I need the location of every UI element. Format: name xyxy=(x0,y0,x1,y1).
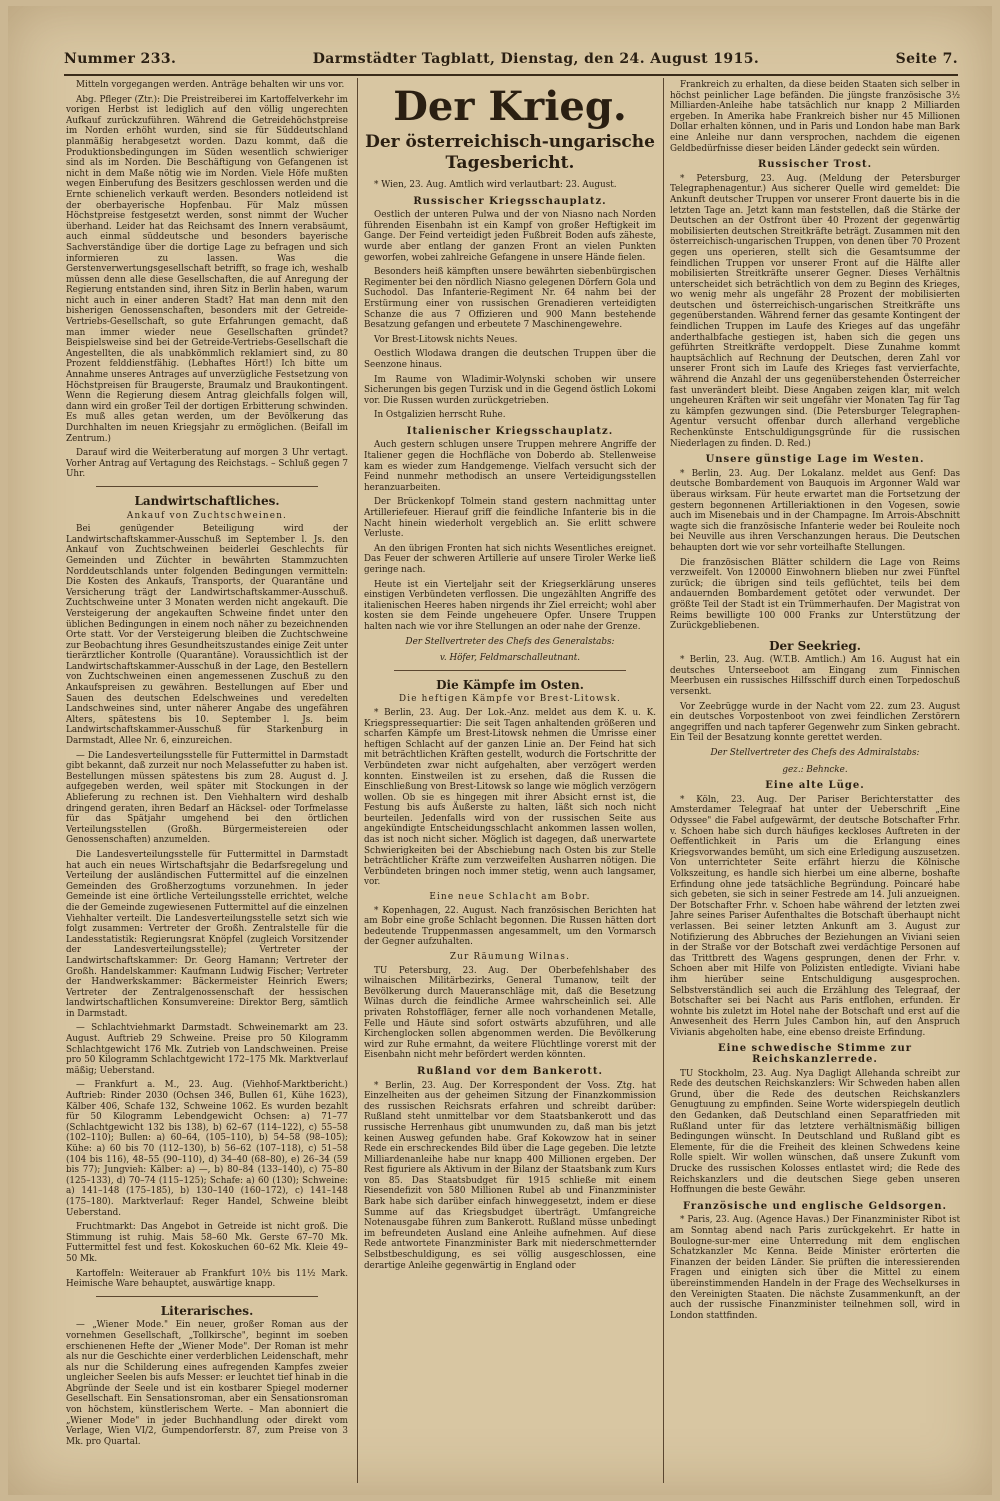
subheading: Ankauf von Zuchtschweinen. xyxy=(126,510,288,521)
column-left xyxy=(66,80,348,1485)
divider xyxy=(96,1296,318,1297)
paragraph: * Petersburg, 23. Aug. (Meldung der Petersburger Telegraphenagentur.) Aus sicherer Quelle wird gemeldet: Die Ankunft deutscher Truppen vor unserer Front dauerte bis in die letzten Tage an. Jetzt kann man feststellen, daß die Stärke der Deutschen an der Ostfront über 40 Prozent der gegenwärtig mobilisierten deutschen Streitkräfte beträgt. Zusammen mit den österreichisch-ungarischen Truppen, von denen über 70 Prozent gegen uns operieren, stellt sich die Gesamtsumme der feindlichen Truppen vor unserer Front auf die Hälfte aller mobilisierten Streitkräfte unserer Gegner. Dieses Verhältnis unterscheidet sich beträchtlich von dem zu Beginn des Krieges, wo wenig mehr als ungefähr 28 Prozent der mobilisierten deutschen und österreichisch-ungarischen Streitkräfte uns gegenüberstanden. Während ferner das gesamte Kontingent der feindlichen Truppen im Laufe des Krieges auf das ungefähr anderthalbfache gestiegen ist, haben sich die gegen uns geführten Streitkräfte verdoppelt. Diese Zunahme kommt hauptsächlich auf Rechnung der Deutschen, deren Zahl vor unserer Front sich im Laufe des Krieges fast vervierfachte, während die Anzahl der uns gegenüberstehenden Österreicher fast unverändert bleibt. Diese Angaben zeigen klar, mit welch ungeheuren Kräften wir seit ungefähr vier Monaten Tag für Tag zu kämpfen gezwungen sind. (Die Petersburger Telegraphen-Agentur versucht offenbar durch allerhand vergebliche Rechenkünste Entschuldigungsgründe für die russischen Niederlagen zu finden. D. Red.) xyxy=(670,173,960,449)
paragraph: — „Wiener Mode." Ein neuer, großer Roman aus der vornehmen Gesellschaft, „Tollkirsche", beginnt im soeben erschienenen Hefte der „Wiener Mode". Der Roman ist mehr als nur die Geschichte einer verderblichen Leidenschaft, mehr als nur die Schilderung eines aufregenden Kampfes zweier ungleicher Seelen bis aufs Messer: er leuchtet tief hinab in die Abgründe der Seele und ist ein kostbarer Spiegel moderner Gesellschaft. Ein Sensationsroman, aber ein Sensationsroman von höchstem, künstlerischem Werte. – Man abonniert die „Wiener Mode" in jeder Buchhandlung oder direkt vom Verlage, Wien VI/2, Gumpendorferstr. 87, zum Preise von 3 Mk. pro Quartal. xyxy=(66,1320,348,1447)
paragraph: An den übrigen Fronten hat sich nichts Wesentliches ereignet. Das Feuer der schweren Artillerie auf unsere Tiroler Werke ließ geringe nach. xyxy=(364,543,656,575)
paragraph: Kartoffeln: Weiterauer ab Frankfurt 10½ bis 11½ Mark. Heimische Ware behauptet, auswärtige knapp. xyxy=(66,1268,348,1290)
column-right xyxy=(670,80,960,1485)
section-heading: Der Seekrieg. xyxy=(769,638,861,653)
newspaper-page xyxy=(8,6,992,1495)
paragraph: In Ostgalizien herrscht Ruhe. xyxy=(374,410,506,421)
paragraph: Im Raume von Wladimir-Wolynski schoben wir unsere Sicherungen bis gegen Turzisk und in die Gegend östlich Lokomi vor. Die Russen wurden zurückgetrieben. xyxy=(364,374,656,406)
paragraph: Vor Zeebrügge wurde in der Nacht vom 22. zum 23. August ein deutsches Vorpostenboot von zwei feindlichen Zerstörern angegriffen und nach tapferer Gegenwehr zum Sinken gebracht. Ein Teil der Besatzung konnte gerettet werden. xyxy=(670,701,960,744)
subheading: Die heftigen Kämpfe vor Brest-Litowsk. xyxy=(398,694,622,705)
headline: Der Krieg. xyxy=(393,83,627,130)
paragraph: Oestlich der unteren Pulwa und der von Niasno nach Norden führenden Eisenbahn ist ein Kampf von großer Heftigkeit im Gange. Der Feind verteidigt jeden Fußbreit Boden aufs zäheste, wurde aber entlang der ganzen Front an vielen Punkten geworfen, wobei zahlreiche Gefangene in unsere Hände fielen. xyxy=(364,210,656,263)
column-divider xyxy=(357,78,358,1483)
signature: Der Stellvertreter des Chefs des Admiralstabs: xyxy=(710,748,920,759)
paragraph: Abg. Pfleger (Ztr.): Die Preistreiberei im Kartoffelverkehr im vorigen Herbst ist lediglich auf den völlig ungerechten Aufkauf zurückzuführen. Während die Getreidehöchstpreise im Norden erhöht wurden, sind sie für Süddeutschland planmäßig herabgesetzt worden. Dazu kommt, daß die Produktionsbedingungen im Süden wesentlich schwieriger sind als im Norden. Die Beschäftigung von Gefangenen ist nicht in dem Maße nötig wie im Norden. Viele Höfe mußten wegen Einberufung des Besitzers geschlossen werden und die Ernte schienelich verkauft werden. Besonders notleidend ist der oberbayerische Hopfenbau. Für Malz müssen Höchstpreise festgesetzt werden, sonst nimmt der Wucher überhand. Leider hat das Reichsamt des Innern verabsäumt, auch einmal süddeutsche und besonders bayerische Sachverständige über die dortige Lage zu befragen und sich informieren zu lassen. Was die Gerstenverwertungsgesellschaft betrifft, so frage ich, weshalb müssen denn alle diese Gesellschaften, die auf Anregung der Regierung entstanden sind, ihren Sitz in Berlin haben, warum nicht auch in einer anderen Stadt? Hat man denn mit den bisherigen Genossenschaften, besonders mit der Getreide-Vertriebs-Gesellschaft, so gute Erfahrungen gemacht, daß man immer wieder neue Gesellschaften gründet? Beispielsweise sind bei der Getreide-Vertriebs-Gesellschaft die Angestellten, die als unabkömmlich reklamiert sind, zu 80 Prozent felddienstfähig. (Lebhaftes Hört!) Ich bitte um Annahme unseres Antrages auf unverzügliche Festsetzung von Höchstpreisen für Braugerste, Braumalz und Braukontingent. Wenn die Regierung diesem Antrag gleichfalls folgen will, dann wird ein großer Teil der dortigen Erbitterung schwinden. Es muß alles getan werden, um der Bevölkerung das Durchhalten im neuen Kriegsjahr zu ermöglichen. (Beifall im Zentrum.) xyxy=(66,94,348,444)
paragraph: Fruchtmarkt: Das Angebot in Getreide ist nicht groß. Die Stimmung ist ruhig. Mais 58–60 Mk. Gerste 67–70 Mk. Futtermittel fest und fest. Kokoskuchen 60–62 Mk. Kleie 49–50 Mk. xyxy=(66,1222,348,1264)
paragraph: Auch gestern schlugen unsere Truppen mehrere Angriffe der Italiener gegen die Hochfläche von Doberdo ab. Stellenweise kam es wieder zum Handgemenge. Vielfach versucht sich der Feind nunmehr methodisch an unsere Verteidigungsstellen heranzuarbeiten. xyxy=(364,440,656,493)
paragraph: Frankreich zu erhalten, da diese beiden Staaten sich selber in höchst peinlicher Lage befänden. Die jüngste französische 3½ Milliarden-Anleihe habe tatsächlich nur knapp 2 Milliarden ergeben. In Amerika habe Frankreich bisher nur 45 Millionen Dollar erhalten können, und in Paris und London habe man Bark eine Anleihe nur dann versprochen, nachdem die eigenen Geldbedürfnisse dieser beiden Länder gedeckt sein würden. xyxy=(670,80,960,154)
issue-number: Nummer 233. xyxy=(64,51,177,67)
paragraph: * Wien, 23. Aug. Amtlich wird verlautbart: 23. August. xyxy=(374,180,617,190)
paragraph: * Berlin, 23. Aug. Der Korrespondent der Voss. Ztg. hat Einzelheiten aus der geheimen Sitzung der Finanzkommission des russischen Reichsrats erfahren und schreibt darüber: Rußland steht unmittelbar vor dem Staatsbankerott und das russische Herrenhaus gibt unumwunden zu, daß man bis jetzt keinen Ausweg gefunden habe. Graf Kokowzow hat in seiner Rede ein erschreckendes Bild über die Lage gegeben. Die letzte Milliardenanleihe habe nur knapp 400 Millionen ergeben. Der Rest figuriere als Aktivum in der Bilanz der Staatsbank zum Kurs von 85. Das Staatsbudget für 1915 schließe mit einem Riesendefizit von 580 Millionen Rubel ab und Finanzminister Bark habe sich darüber einfach hinweggesetzt, indem er diese Summe auf das Kriegsbudget überträgt. Umfangreiche Notenausgabe führen zum Bankerott. Rußland müsse unbedingt im befreundeten Ausland eine Anleihe aufnehmen. Auf diese Rede antwortete Finanzminister Bark mit niederschmetternder Selbstbeschuldigung, es sei völlig ausgeschlossen, eine derartige Anleihe gegenwärtig in England oder xyxy=(364,1080,656,1271)
paragraph: — Frankfurt a. M., 23. Aug. (Viehhof-Marktbericht.) Auftrieb: Rinder 2030 (Ochsen 346, Bullen 61, Kühe 1623), Kälber 406, Schafe 132, Schweine 1062. Es wurden bezahlt für 50 Kilogramm Lebendgewicht Ochsen: a) 71–77 (Schlachtgewicht 132 bis 138), b) 62–67 (114–122), c) 55–58 (102–110); Bullen: a) 60–64, (105–110), b) 54–58 (98–105); Kühe: a) 60 bis 70 (112–130), b) 56–62 (107–118), c) 51–58 (104 bis 116), 48–55 (90–110), d) 34–40 (68–80), e) 26–34 (59 bis 77); Jungvieh: Kälber: a) —, b) 80–84 (133–140), c) 75–80 (125–133), d) 70–74 (115–125); Schafe: a) 60 (130); Schweine: a) 141–148 (175–185), b) 130–140 (160–172), c) 141–148 (175–180). Marktverlauf: Reger Handel, Schweine bleibt Ueberstand. xyxy=(66,1080,348,1218)
section-heading: Rußland vor dem Bankerott. xyxy=(417,1065,603,1077)
section-heading: Die Kämpfe im Osten. xyxy=(436,677,584,692)
masthead-rule xyxy=(64,74,958,76)
newspaper-title: Darmstädter Tagblatt, Dienstag, den 24. August 1915. xyxy=(312,51,760,67)
page-number: Seite 7. xyxy=(895,51,958,67)
signature: Der Stellvertreter des Chefs des Generalstabs: xyxy=(405,636,615,647)
paragraph: — Schlachtviehmarkt Darmstadt. Schweinemarkt am 23. August. Auftrieb 29 Schweine. Preise pro 50 Kilogramm Schlachtgewicht 176 Mk. Zutrieb von Landschweinen. Preise pro 50 Kilogramm Schlachtgewicht 172–175 Mk. Marktverlauf mäßig; Ueberstand. xyxy=(66,1023,348,1076)
section-heading: Eine alte Lüge. xyxy=(765,780,865,792)
paragraph: * Kopenhagen, 22. August. Nach französischen Berichten hat am Bobr eine große Schlacht begonnen. Die Russen hätten dort bedeutende Truppenmassen angesammelt, um den Vormarsch der Gegner aufzuhalten. xyxy=(364,905,656,948)
paragraph: Der Brückenkopf Tolmein stand gestern nachmittag unter Artilleriefeuer. Hierauf griff die feindliche Infanterie bis in die Nacht hinein wiederholt vergeblich an. Sie erlitt schwere Verluste. xyxy=(364,497,656,540)
section-heading: Russischer Trost. xyxy=(757,159,873,171)
sub-headline: Der österreichisch-ungarische Tagesbericht. xyxy=(365,132,655,173)
section-heading: Französische und englische Geldsorgen. xyxy=(683,1200,947,1212)
paragraph: Die französischen Blätter schildern die Lage von Reims verzweifelt. Von 120000 Einwohnern blieben nur zwei Fünftel zurück; die übrigen sind teils geflüchtet, teils bei dem andauernden Bombardement getötet oder verwundet. Der größte Teil der Stadt ist ein Trümmerhaufen. Der Magistrat von Reims bewilligte 100 000 Franks zur Unterstützung der Zurückgebliebenen. xyxy=(670,557,960,632)
paragraph: Oestlich Wlodawa drangen die deutschen Truppen über die Seenzone hinaus. xyxy=(364,349,656,370)
paragraph: * Berlin, 23. Aug. Der Lok.-Anz. meldet aus dem K. u. K. Kriegspressequartier: Die seit Tagen anhaltenden größeren und scharfen Kämpfe um Brest-Litowsk nehmen die Umrisse einer heftigen Schlacht auf der ganzen Linie an. Der Feind hat sich mit beträchtlichen Kräften gestellt, wodurch die Fortschritte der Verbündeten zwar nicht aufgehalten, aber verzögert werden konnten. Einstweilen ist zu ersehen, daß die Russen die Einschließung von Brest-Litowsk so lange wie möglich verzögern wollen. Ob sie es hingegen mit ihrer Absicht ernst ist, die Festung bis aufs Äußerste zu halten, läßt sich noch nicht beurteilen. Jedenfalls wird von der russischen Seite aus angekündigte Entscheidungsschlacht ankommen lassen wollen, das ist noch nicht sicher. Möglich ist dagegen, daß unerwartete Schwierigkeiten bei der Abschiebung nach Osten bis zur Stelle beträchtlicher Kräfte zum verzweifelten Ausharren nötigen. Die Verbündeten bringen noch immer stetig, wenn auch langsamer, vor. xyxy=(364,707,656,888)
signature: v. Höfer, Feldmarschalleutnant. xyxy=(439,653,581,664)
paragraph: — Die Landesverteilungsstelle für Futtermittel in Darmstadt gibt bekannt, daß zurzeit nur noch Melassefutter zu haben ist. Bestellungen müssen spätestens bis zum 28. August d. J. aufgegeben werden, weil später mit Stockungen in der Ablieferung zu rechnen ist. Den Viehhaltern wird deshalb dringend geraten, ihren Bedarf an Häcksel- oder Torfmelasse für das Spätjahr umgehend bei den örtlichen Verteilungsstellen (Großh. Bürgermeistereien oder Genossenschaften) anzumelden. xyxy=(66,750,348,846)
divider xyxy=(96,486,318,487)
paragraph: Darauf wird die Weiterberatung auf morgen 3 Uhr vertagt. Vorher Antrag auf Vertagung des Reichstags. – Schluß gegen 7 Uhr. xyxy=(66,448,348,480)
divider xyxy=(394,670,626,671)
subheading: Eine neue Schlacht am Bobr. xyxy=(429,892,591,903)
section-heading: Literarisches. xyxy=(160,1303,254,1318)
paragraph: Heute ist ein Vierteljahr seit der Kriegserklärung unseres einstigen Verbündeten verflossen. Die ungezählten Angriffe des italienischen Heeres haben nirgends ihr Ziel erreicht; wohl aber kosten sie dem Feinde ungeheuere Opfer. Unsere Truppen halten nach wie vor ihre Stellungen an oder nahe der Grenze. xyxy=(364,579,656,632)
paragraph: * Paris, 23. Aug. (Agence Havas.) Der Finanzminister Ribot ist am Sonntag abend nach Paris zurückgekehrt. Er hatte in Boulogne-sur-mer eine Unterredung mit dem englischen Schatzkanzler Mc Kenna. Beide Minister erörterten die Finanzen der beiden Länder. Sie prüften die interessierenden Fragen und einigten sich über die Mittel zu einem übereinstimmenden Handeln in der Frage des Wechselkurses in den Vereinigten Staaten. Die nächste Zusammenkunft, an der auch der russische Finanzminister teilnehmen soll, wird in London stattfinden. xyxy=(670,1215,960,1321)
column-divider xyxy=(663,78,664,1483)
paragraph: Die Landesverteilungsstelle für Futtermittel in Darmstadt hat auch ein neues Wirtschaftsjahr die Bedarfsregelung und Verteilung der ausländischen Futtermittel auf die einzelnen Gemeinden des Großherzogtums vorzunehmen. In jeder Gemeinde ist eine örtliche Verteilungsstelle errichtet, welche die der Gemeinde zugewiesenen Futtermittel auf die einzelnen Viehhalter verteilt. Die Landesverteilungsstelle setzt sich wie folgt zusammen: Vertreter der Großh. Zentralstelle für die Landesstatistik: Regierungsrat Knöpfel (zugleich Vorsitzender der Landesverteilungsstelle); Vertreter der Landwirtschaftskammer: Dr. Georg Hamann; Vertreter der Großh. Handelskammer: Kaufmann Ludwig Fischer; Vertreter der Handwerkskammer: Bäckermeister Heinrich Ewers; Vertreter der Zentralgenossenschaft der hessischen landwirtschaftlichen Konsumvereine: Direktor Berg, sämtlich in Darmstadt. xyxy=(66,849,348,1019)
paragraph: * Berlin, 23. Aug. Der Lokalanz. meldet aus Genf: Das deutsche Bombardement von Bauquois im Argonner Wald war überaus wirksam. Für heute erwartet man die Fortsetzung der gestern begonnenen Artilleriaktionen in den Vogesen, sowie auch im Misenebais und in der Champagne. Im Arrois-Abschnitt wagte sich die französische Infanterie weder bei Rouleite noch bei Neuville aus ihren Verschanzungen heraus. Die Deutschen behaupten dort wie vor sehr vorteilhafte Stellungen. xyxy=(670,468,960,553)
paragraph: Bei genügender Beteiligung wird der Landwirtschaftskammer-Ausschuß im September l. Js. den Ankauf von Zuchtschweinen beiderlei Geschlechts für Gemeinden und Züchter in bewährten Stammzuchten Norddeutschlands unter folgenden Bedingungen vermitteln: Die Kosten des Ankaufs, Transports, der Quarantäne und Versicherung trägt der Landwirtschaftskammer-Ausschuß. Zuchtschweine unter 3 Monaten werden nicht angekauft. Die Versteigerung der angekauften Schweine findet unter den üblichen Bedingungen in einem noch näher zu bezeichnenden Orte statt. Vor der Versteigerung bleiben die Zuchtschweine zur Beobachtung ihres Gesundheitszustandes einige Zeit unter tierärztlicher Kontrolle (Quarantäne). Voraussichtlich ist der Landwirtschaftskammer-Ausschuß in der Lage, den Bestellern von Zuchtschweinen einen angemessenen Zuschuß zu den Ankaufspreisen zu gewähren. Bestellungen auf Eber und Sauen des deutschen Edelschweines und veredelten Landschweines sind, unter näherer Angabe des ungefähren Alters, spätestens bis 10. September l. Js. beim Landwirtschaftskammer-Ausschuß für Starkenburg in Darmstadt, Allee Nr. 6, einzureichen. xyxy=(66,524,348,747)
paragraph: TU Petersburg, 23. Aug. Der Oberbefehlshaber des wilnaischen Militärbezirks, General Tumanow, teilt der Bevölkerung durch Maueranschläge mit, daß die Besetzung Wilnas durch die feindliche Armee wahrscheinlich sei. Alle privaten Rohstoffläger, ferner alle noch vorhandenen Metalle, Felle und Häute sind sofort ostwärts abzuführen, und alle Kirchenglocken sollen abgenommen werden. Die Bevölkerung wird zur Ruhe ermahnt, da weitere Flüchtlinge vorerst mit der Eisenbahn nicht mehr befördert werden könnten. xyxy=(364,965,656,1061)
paragraph: Besonders heiß kämpften unsere bewährten siebenbürgischen Regimenter bei den nördlich Niasno gelegenen Dörfern Gola und Suchodol. Das Infanterie-Regiment Nr. 64 nahm bei der Erstürmung einer von russischen Grenadieren verteidigten Schanze die aus 7 Offizieren und 900 Mann bestehende Besatzung gefangen und erbeutete 7 Maschinengewehre. xyxy=(364,267,656,331)
column-middle xyxy=(364,80,656,1485)
section-heading: Unsere günstige Lage im Westen. xyxy=(705,454,925,466)
paragraph: TU Stockholm, 23. Aug. Nya Dagligt Allehanda schreibt zur Rede des deutschen Reichskanzlers: Wir Schweden haben allen Grund, über die Rede des deutschen Reichskanzlers Genugtuung zu empfinden. Seine Worte widerspiegeln deutlich den Gedanken, daß Deutschland einen Separatfrieden mit Rußland unter für das letztere verhältnismäßig billigen Bedingungen wünscht. In Deutschland und Rußland gibt es Elemente, für die die Freiheit des kleinen Schwedens keine Rolle spielt. Wir wollen wünschen, daß unsere Zukunft vom Drucke des russischen Kolosses entlastet wird; die Rede des Reichskanzlers und die deutschen Siege geben unseren Hoffnungen die beste Gewähr. xyxy=(670,1068,960,1196)
paragraph: * Berlin, 23. Aug. (W.T.B. Amtlich.) Am 16. August hat ein deutsches Unterseeboot am Eingang zum Finnischen Meerbusen ein russisches Hilfsschiff durch einen Torpedoschuß versenkt. xyxy=(670,655,960,698)
section-heading: Landwirtschaftliches. xyxy=(134,493,280,508)
paragraph: Mitteln vorgegangen werden. Anträge behalten wir uns vor. xyxy=(76,80,345,90)
section-heading: Italienischer Kriegsschauplatz. xyxy=(406,425,614,437)
paragraph: * Köln, 23. Aug. Der Pariser Berichterstatter des Amsterdamer Telegraaf hat unter der Ueberschrift „Eine Odyssee" die Fabel aufgewärmt, der deutsche Botschafter Frhr. v. Schoen habe sich durch häufiges keckloses Auftreten in der Oeffentlichkeit in Paris um die Erlangung eines Kriegsvorwandes bemüht, um sich eine Erledigung auszusetzen. Von unterrichteter Seite erfährt hierzu die Kölnische Volkszeitung, es handle sich hierbei um eine alberne, boshafte Erfindung ohne jede tatsächliche Begründung. Poincaré habe sich gebeten, sie sich in seiner Festrede am 14. Juli anzueignen. Der Botschafter Frhr. v. Schoen habe während der letzten zwei Jahre seines Pariser Aufenthaltes die Botschaft überhaupt nicht verlassen. Bei seiner letzten Ankunft am 3. August zur Notifizierung des Abbruches der Beziehungen an Viviani seien in der Straße vor der Botschaft zwei verdächtige Personen auf das Trittbrett des Wagens gesprungen, denen der Frhr. v. Schoen aber mit Hilfe von Polizisten entledigte. Viviani habe ihm hierüber seine Entschuldigung ausgesprochen. Selbstverständlich sei auch die Erzählung des Telegraaf, der Botschafter sei bei Nacht aus Paris entflohen, erfunden. Er wohnte bis zuletzt im Hotel nahe der Botschaft und erst auf die Anwesenheit des Herrn Jules Cambon hin, auf den Anspruch Vivianis abgeholten habe, eine ebenso dreiste Erfindung. xyxy=(670,794,960,1038)
paragraph: Vor Brest-Litowsk nichts Neues. xyxy=(374,334,518,345)
section-heading: Russischer Kriegsschauplatz. xyxy=(413,195,607,207)
signature: gez.: Behncke. xyxy=(782,764,848,775)
subheading: Zur Räumung Wilnas. xyxy=(449,952,571,962)
masthead xyxy=(64,46,958,72)
section-heading: Eine schwedische Stimme zur Reichskanzlerrede. xyxy=(718,1043,912,1066)
